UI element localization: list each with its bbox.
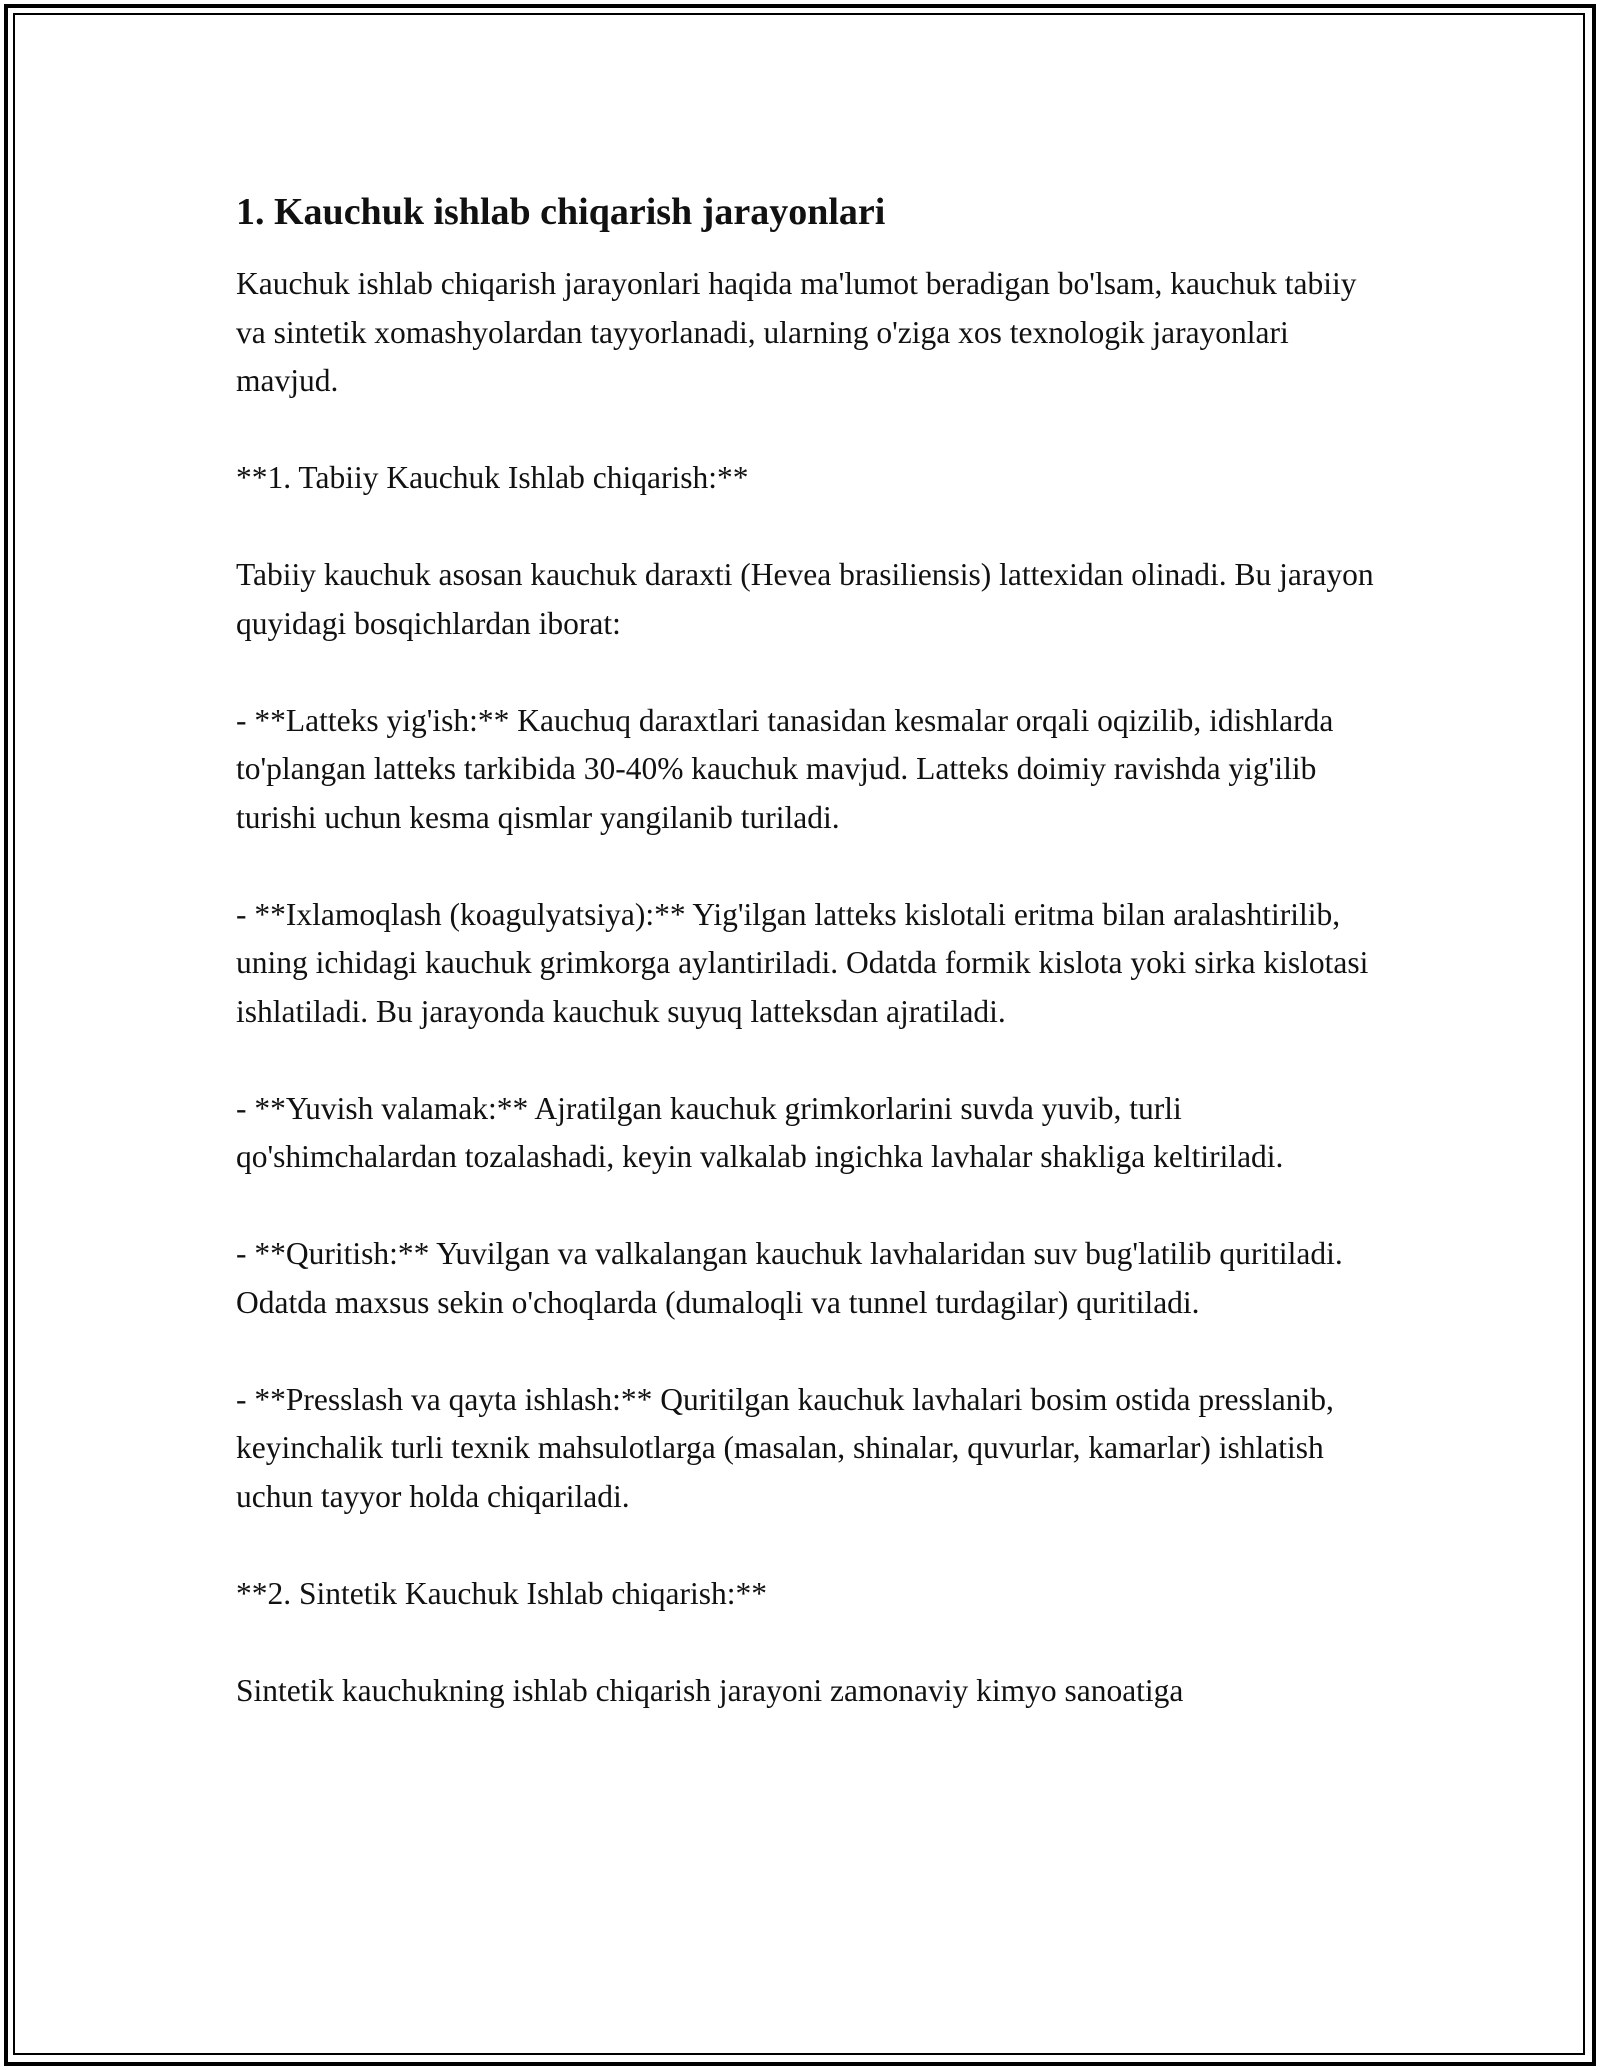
paragraph-natural-rubber-intro: Tabiiy kauchuk asosan kauchuk daraxti (Hevea brasiliensis) lattexidan olinadi. Bu jarayon quyidagi bosqichlardan iborat:	[236, 557, 1374, 641]
list-item-latex-collection: - **Latteks yig'ish:** Kauchuq daraxtlari tanasidan kesmalar orqali oqizilib, idishlarda to'plangan latteks tarkibida 30-40% kauchuk mavjud. Latteks doimiy ravishda yig'ilib turishi uchun kesma qismlar yangilanib turiladi.	[236, 702, 1334, 835]
list-item-drying: - **Quritish:** Yuvilgan va valkalangan kauchuk lavhalaridan suv bug'latilib quritiladi. Odatda maxsus sekin o'choqlarda (dumaloqli va tunnel turdagilar) quritiladi.	[236, 1236, 1343, 1320]
paragraph-intro: Kauchuk ishlab chiqarish jarayonlari haqida ma'lumot beradigan bo'lsam, kauchuk tabiiy va sintetik xomashyolardan tayyorlanadi, ularning o'ziga xos texnologik jarayonlari mavjud.	[236, 266, 1357, 398]
section-heading-natural-rubber: **1. Tabiiy Kauchuk Ishlab chiqarish:**	[236, 460, 749, 495]
section-heading-synthetic-rubber: **2. Sintetik Kauchuk Ishlab chiqarish:**	[236, 1575, 768, 1611]
document-body	[236, 186, 1386, 1715]
list-item-coagulation: - **Ixlamoqlash (koagulyatsiya):** Yig'ilgan latteks kislotali eritma bilan aralashtirilib, uning ichidagi kauchuk grimkorga aylantiriladi. Odatda formik kislota yoki sirka kislotasi ishlatiladi. Bu jarayonda kauchuk suyuq latteksdan ajratiladi.	[236, 896, 1369, 1029]
document-title: 1. Kauchuk ishlab chiqarish jarayonlari	[236, 191, 886, 233]
list-item-washing: - **Yuvish valamak:** Ajratilgan kauchuk grimkorlarini suvda yuvib, turli qo'shimchalardan tozalashadi, keyin valkalab ingichka lavhalar shakliga keltiriladi.	[236, 1090, 1284, 1174]
list-item-pressing: - **Presslash va qayta ishlash:** Quritilgan kauchuk lavhalari bosim ostida presslanib, keyinchalik turli texnik mahsulotlarga (masalan, shinalar, quvurlar, kamarlar) ishlatish uchun tayyor holda chiqariladi.	[236, 1381, 1334, 1514]
paragraph-synthetic-rubber-intro: Sintetik kauchukning ishlab chiqarish jarayoni zamonaviy kimyo sanoatiga	[236, 1672, 1184, 1708]
